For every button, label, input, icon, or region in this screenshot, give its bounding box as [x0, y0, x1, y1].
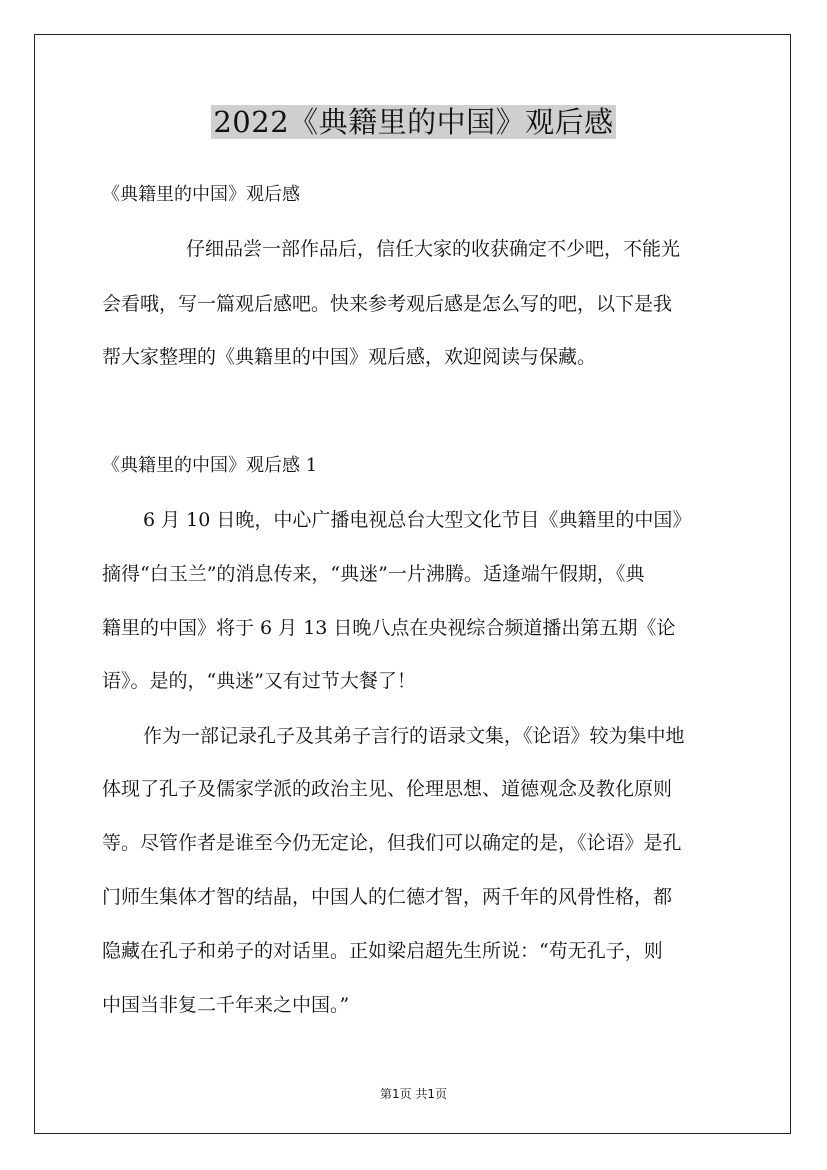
- paragraph-line: 等。尽管作者是谁至今仍无定论，但我们可以确定的是，《论语》是孔: [102, 832, 682, 854]
- paragraph-line: 门师生集体才智的结晶，中国人的仁德才智，两千年的风骨性格，都: [102, 886, 673, 908]
- paragraph-line: 摘得“白玉兰”的消息传来，“典迷”一片沸腾。适逢端午假期，《典: [102, 563, 645, 585]
- paragraph-line: 隐藏在孔子和弟子的对话里。正如梁启超先生所说：“苟无孔子，则: [102, 940, 663, 962]
- subtitle: 《典籍里的中国》观后感: [102, 184, 300, 205]
- page-footer: 第1页 共1页: [379, 1087, 448, 1101]
- intro-line: 帮大家整理的《典籍里的中国》观后感，欢迎阅读与保藏。: [102, 346, 597, 368]
- paragraph-line: 6 月 10 日晚，中心广播电视总台大型文化节目《典籍里的中国》: [143, 509, 692, 531]
- document-title: 2022《典籍里的中国》观后感: [213, 105, 614, 139]
- intro-line: 会看哦，写一篇观后感吧。快来参考观后感是怎么写的吧，以下是我: [102, 293, 673, 315]
- paragraph-line: 中国当非复二千年来之中国。”: [102, 994, 350, 1016]
- section-heading: 《典籍里的中国》观后感 1: [102, 455, 318, 476]
- paragraph-line: 语》。是的，“典迷”又有过节大餐了！: [102, 670, 416, 692]
- intro-line: 仔细品尝一部作品后，信任大家的收获确定不少吧，不能光: [186, 238, 681, 260]
- paragraph-line: 籍里的中国》将于 6 月 13 日晚八点在央视综合频道播出第五期《论: [102, 617, 676, 639]
- paragraph-line: 体现了孔子及儒家学派的政治主见、伦理思想、道德观念及教化原则: [102, 778, 673, 800]
- paragraph-line: 作为一部记录孔子及其弟子言行的语录文集，《论语》较为集中地: [143, 725, 685, 747]
